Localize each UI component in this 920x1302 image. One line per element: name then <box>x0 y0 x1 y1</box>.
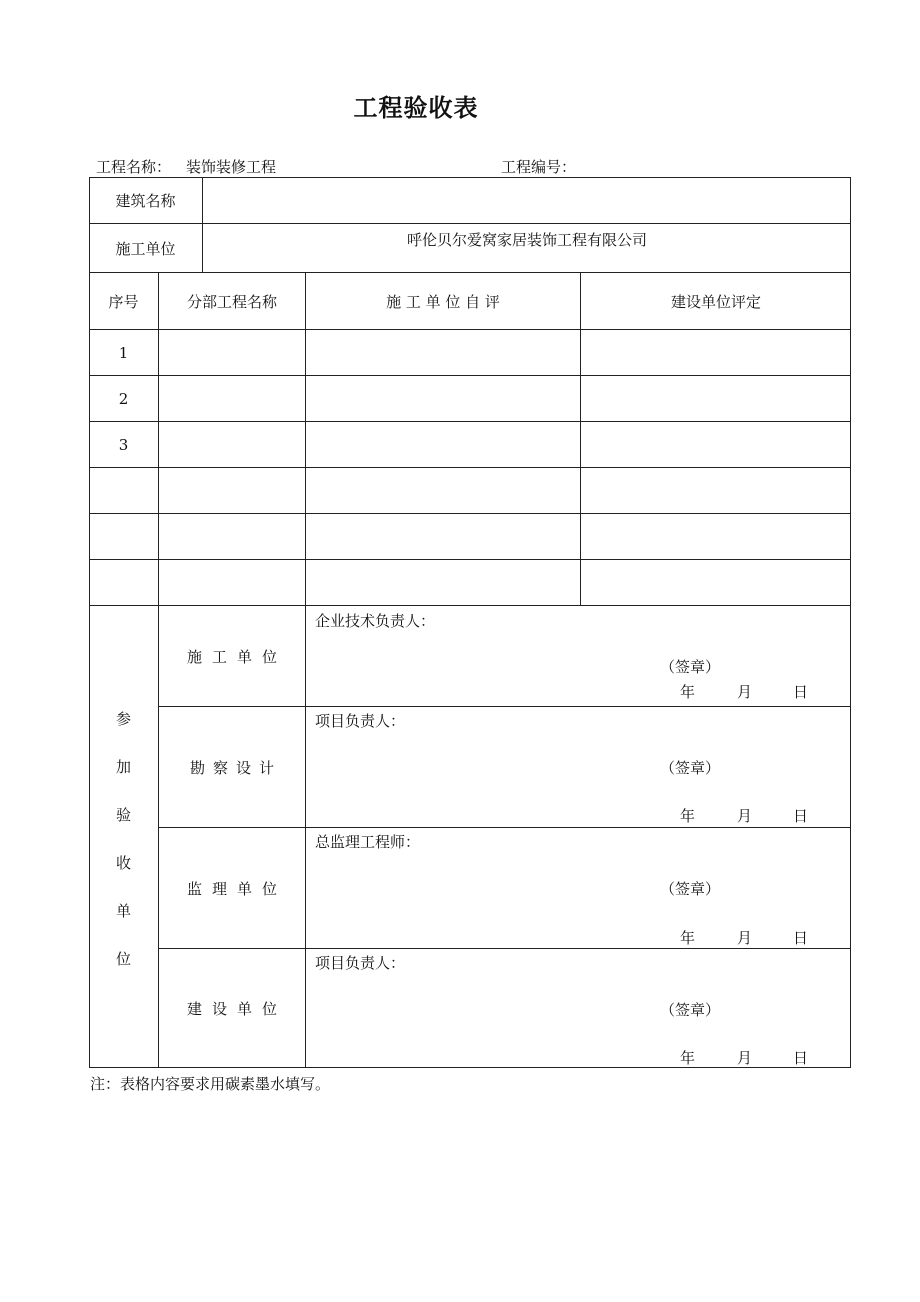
table-row-number: 1 <box>118 343 129 362</box>
month-label: 月 <box>737 807 753 825</box>
month-label: 月 <box>737 683 753 701</box>
person-label: 企业技术负责人： <box>315 612 436 630</box>
row-divider <box>89 559 851 560</box>
building-name-value <box>203 177 851 223</box>
unit-name-owner: 建设单位 <box>186 1000 287 1018</box>
column-header-no: 序号 <box>108 292 139 311</box>
project-name-value: 装饰装修工程 <box>186 158 277 176</box>
row-divider <box>89 467 851 468</box>
unit-name-survey-design: 勘察设计 <box>189 758 282 777</box>
document-title: 工程验收表 <box>353 94 479 122</box>
project-name-label: 工程名称： <box>96 158 172 176</box>
contractor-value: 呼伦贝尔爱窝家居装饰工程有限公司 <box>406 231 647 249</box>
table-row-number <box>89 468 158 513</box>
day-label: 日 <box>793 683 809 701</box>
day-label: 日 <box>793 1049 809 1067</box>
person-label: 总监理工程师： <box>315 833 421 851</box>
participants-label-char: 单 <box>115 902 131 920</box>
day-label: 日 <box>793 807 809 825</box>
table-row-number <box>89 560 158 605</box>
table-row-number: 3 <box>118 435 129 454</box>
month-label: 月 <box>737 1049 753 1067</box>
column-divider <box>305 272 306 1068</box>
seal-label: （签章） <box>660 759 721 777</box>
participants-label-char: 参 <box>115 710 131 728</box>
row-divider <box>89 513 851 514</box>
month-label: 月 <box>737 929 753 947</box>
table-row-number <box>89 514 158 559</box>
row-divider <box>89 421 851 422</box>
person-label: 项目负责人： <box>315 954 406 972</box>
column-header-owner-eval: 建设单位评定 <box>670 292 761 311</box>
project-number-label: 工程编号： <box>501 158 577 176</box>
seal-label: （签章） <box>660 1001 721 1019</box>
footnote: 注：表格内容要求用碳素墨水填写。 <box>90 1075 331 1093</box>
unit-name-contractor: 施工单位 <box>186 647 287 666</box>
unit-name-supervisor: 监理单位 <box>186 879 287 898</box>
table-row-number: 2 <box>118 389 129 408</box>
building-name-label: 建筑名称 <box>115 191 176 210</box>
year-label: 年 <box>680 683 696 701</box>
year-label: 年 <box>680 929 696 947</box>
year-label: 年 <box>680 1049 696 1067</box>
participants-label-char: 收 <box>115 854 131 872</box>
participants-label-char: 加 <box>115 758 131 776</box>
seal-label: （签章） <box>660 880 721 898</box>
day-label: 日 <box>793 929 809 947</box>
row-divider <box>89 329 851 330</box>
year-label: 年 <box>680 807 696 825</box>
person-label: 项目负责人： <box>315 712 406 730</box>
contractor-label: 施工单位 <box>115 239 176 258</box>
row-divider <box>89 375 851 376</box>
column-header-section: 分部工程名称 <box>186 292 277 311</box>
row-divider <box>89 223 851 224</box>
seal-label: （签章） <box>660 658 721 676</box>
participants-label-char: 位 <box>115 950 131 968</box>
participants-label-char: 验 <box>115 806 131 824</box>
column-header-self-eval: 施 工 单 位 自 评 <box>386 292 500 311</box>
